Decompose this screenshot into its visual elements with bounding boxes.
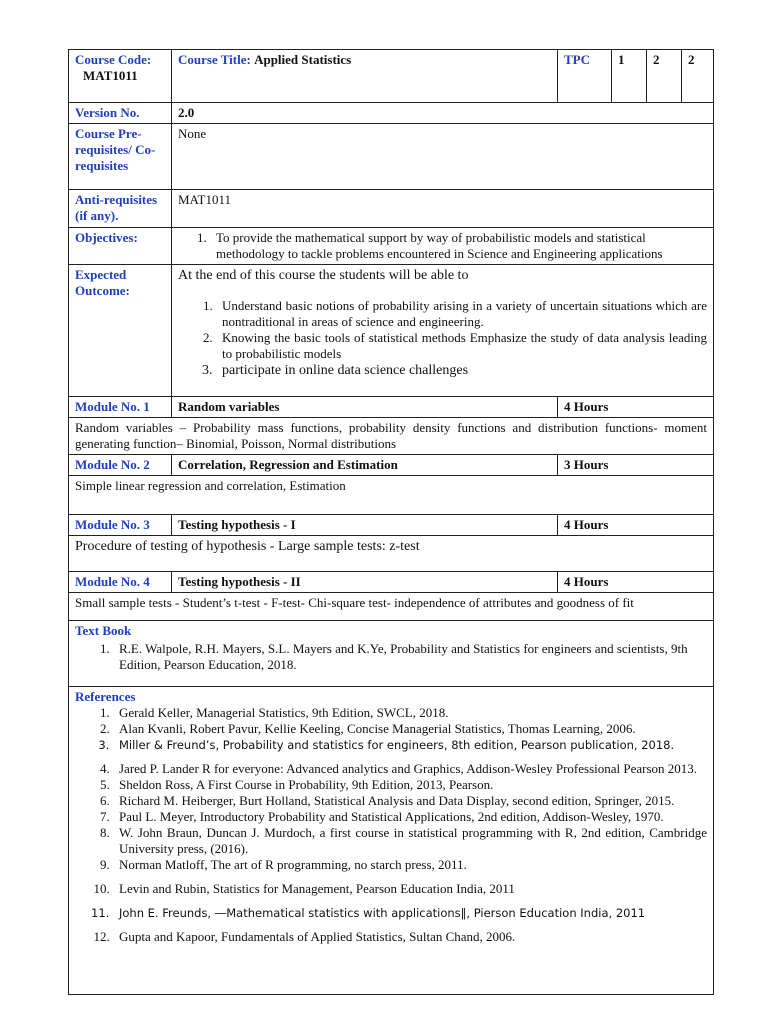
references-row: [69, 687, 714, 995]
tpc-label: TPC: [558, 50, 612, 103]
course-title: Applied Statistics: [254, 52, 352, 67]
course-title-cell: [172, 50, 558, 103]
outcome-content: [172, 265, 714, 397]
reference-item: 2. Alan Kvanli, Robert Pavur, Kellie Keeling, Concise Managerial Statistics, Thomas Learning, 2006.: [113, 721, 707, 737]
course-title-label: Course Title:: [178, 52, 251, 67]
module-4-header: [69, 572, 714, 593]
objective-item: 1. To provide the mathematical support by way of probabilistic models and statistical methodology to tackle problems encountered in Science and Engineering applications: [210, 230, 707, 262]
reference-item: 1. Gerald Keller, Managerial Statistics, 9th Edition, SWCL, 2018.: [113, 705, 707, 721]
module-2-title: Correlation, Regression and Estimation: [172, 455, 558, 476]
module-4-title: Testing hypothesis - II: [172, 572, 558, 593]
textbook-row: [69, 621, 714, 687]
antireq-row: [69, 190, 714, 228]
prereq-label: Course Pre-requisites/ Co-requisites: [69, 124, 172, 190]
references-cell: [69, 687, 714, 995]
outcome-item: 1. Understand basic notions of probability arising in a variety of uncertain situations which are nontraditional in areas of science and engineering.: [216, 298, 707, 330]
outcome-row: [69, 265, 714, 397]
module-2-header: [69, 455, 714, 476]
module-2-label: Module No. 2: [69, 455, 172, 476]
reference-item: 11. John E. Freunds, ―Mathematical statistics with applications‖, Pierson Education India, 2011: [113, 905, 707, 921]
module-1-label: Module No. 1: [69, 397, 172, 418]
header-row: [69, 50, 714, 103]
prereq-row: [69, 124, 714, 190]
module-3-header: [69, 515, 714, 536]
course-code-cell: [69, 50, 172, 103]
outcome-label: Expected Outcome:: [69, 265, 172, 397]
reference-item: 3. Miller & Freund’s, Probability and statistics for engineers, 8th edition, Pearson publication, 2018.: [113, 737, 707, 753]
module-1-content: Random variables – Probability mass functions, probability density functions and distribution functions- moment generating function– Binomial, Poisson, Normal distributions: [69, 418, 714, 455]
references-label: References: [75, 689, 136, 704]
textbook-cell: [69, 621, 714, 687]
module-1-content-row: [69, 418, 714, 455]
module-3-hours: 4 Hours: [558, 515, 714, 536]
tpc-c: 2: [682, 50, 714, 103]
reference-item: 12. Gupta and Kapoor, Fundamentals of Applied Statistics, Sultan Chand, 2006.: [113, 929, 707, 945]
outcome-intro: At the end of this course the students will be able to: [178, 268, 469, 283]
version-value: 2.0: [172, 103, 714, 124]
module-1-hours: 4 Hours: [558, 397, 714, 418]
module-2-hours: 3 Hours: [558, 455, 714, 476]
module-2-content-row: [69, 476, 714, 515]
module-3-content: Procedure of testing of hypothesis - Large sample tests: z-test: [69, 536, 714, 572]
module-4-label: Module No. 4: [69, 572, 172, 593]
textbook-label: Text Book: [75, 623, 132, 638]
course-code-label: Course Code:: [75, 52, 152, 67]
reference-item: 7. Paul L. Meyer, Introductory Probability and Statistical Applications, 2nd edition, Addison-Wesley, 1970.: [113, 809, 707, 825]
reference-item: 6. Richard M. Heiberger, Burt Holland, Statistical Analysis and Data Display, second edition, Springer, 2015.: [113, 793, 707, 809]
module-4-hours: 4 Hours: [558, 572, 714, 593]
prereq-value: None: [172, 124, 714, 190]
version-row: [69, 103, 714, 124]
antireq-label: Anti-requisites (if any).: [69, 190, 172, 228]
module-4-content-row: [69, 593, 714, 621]
module-3-label: Module No. 3: [69, 515, 172, 536]
outcome-item: 2. Knowing the basic tools of statistical methods Emphasize the study of data analysis leading to probabilistic models: [216, 330, 707, 362]
module-4-content: Small sample tests - Student’s t-test - F-test- Chi-square test- independence of attributes and goodness of fit: [69, 593, 714, 621]
textbook-item: 1. R.E. Walpole, R.H. Mayers, S.L. Mayers and K.Ye, Probability and Statistics for engineers and scientists, 9th Edition, Pearson Education, 2018.: [113, 641, 707, 673]
module-1-header: [69, 397, 714, 418]
tpc-l: 1: [612, 50, 647, 103]
syllabus-table: [68, 49, 714, 995]
objectives-content: [172, 228, 714, 265]
antireq-value: MAT1011: [172, 190, 714, 228]
reference-item: 8. W. John Braun, Duncan J. Murdoch, a first course in statistical programming with R, 2nd edition, Cambridge University press, (2016).: [113, 825, 707, 857]
tpc-t: 2: [647, 50, 682, 103]
module-3-content-row: [69, 536, 714, 572]
course-code: MAT1011: [83, 68, 138, 83]
objectives-row: [69, 228, 714, 265]
module-2-content: Simple linear regression and correlation, Estimation: [69, 476, 714, 515]
reference-item: 10. Levin and Rubin, Statistics for Management, Pearson Education India, 2011: [113, 881, 707, 897]
module-3-title: Testing hypothesis - I: [172, 515, 558, 536]
reference-item: 9. Norman Matloff, The art of R programming, no starch press, 2011.: [113, 857, 707, 873]
outcome-item: 3. participate in online data science challenges: [216, 362, 707, 379]
module-1-title: Random variables: [172, 397, 558, 418]
reference-item: 4. Jared P. Lander R for everyone: Advanced analytics and Graphics, Addison-Wesley Professional Pearson 2013.: [113, 761, 707, 777]
objectives-label: Objectives:: [69, 228, 172, 265]
version-label: Version No.: [69, 103, 172, 124]
reference-item: 5. Sheldon Ross, A First Course in Probability, 9th Edition, 2013, Pearson.: [113, 777, 707, 793]
